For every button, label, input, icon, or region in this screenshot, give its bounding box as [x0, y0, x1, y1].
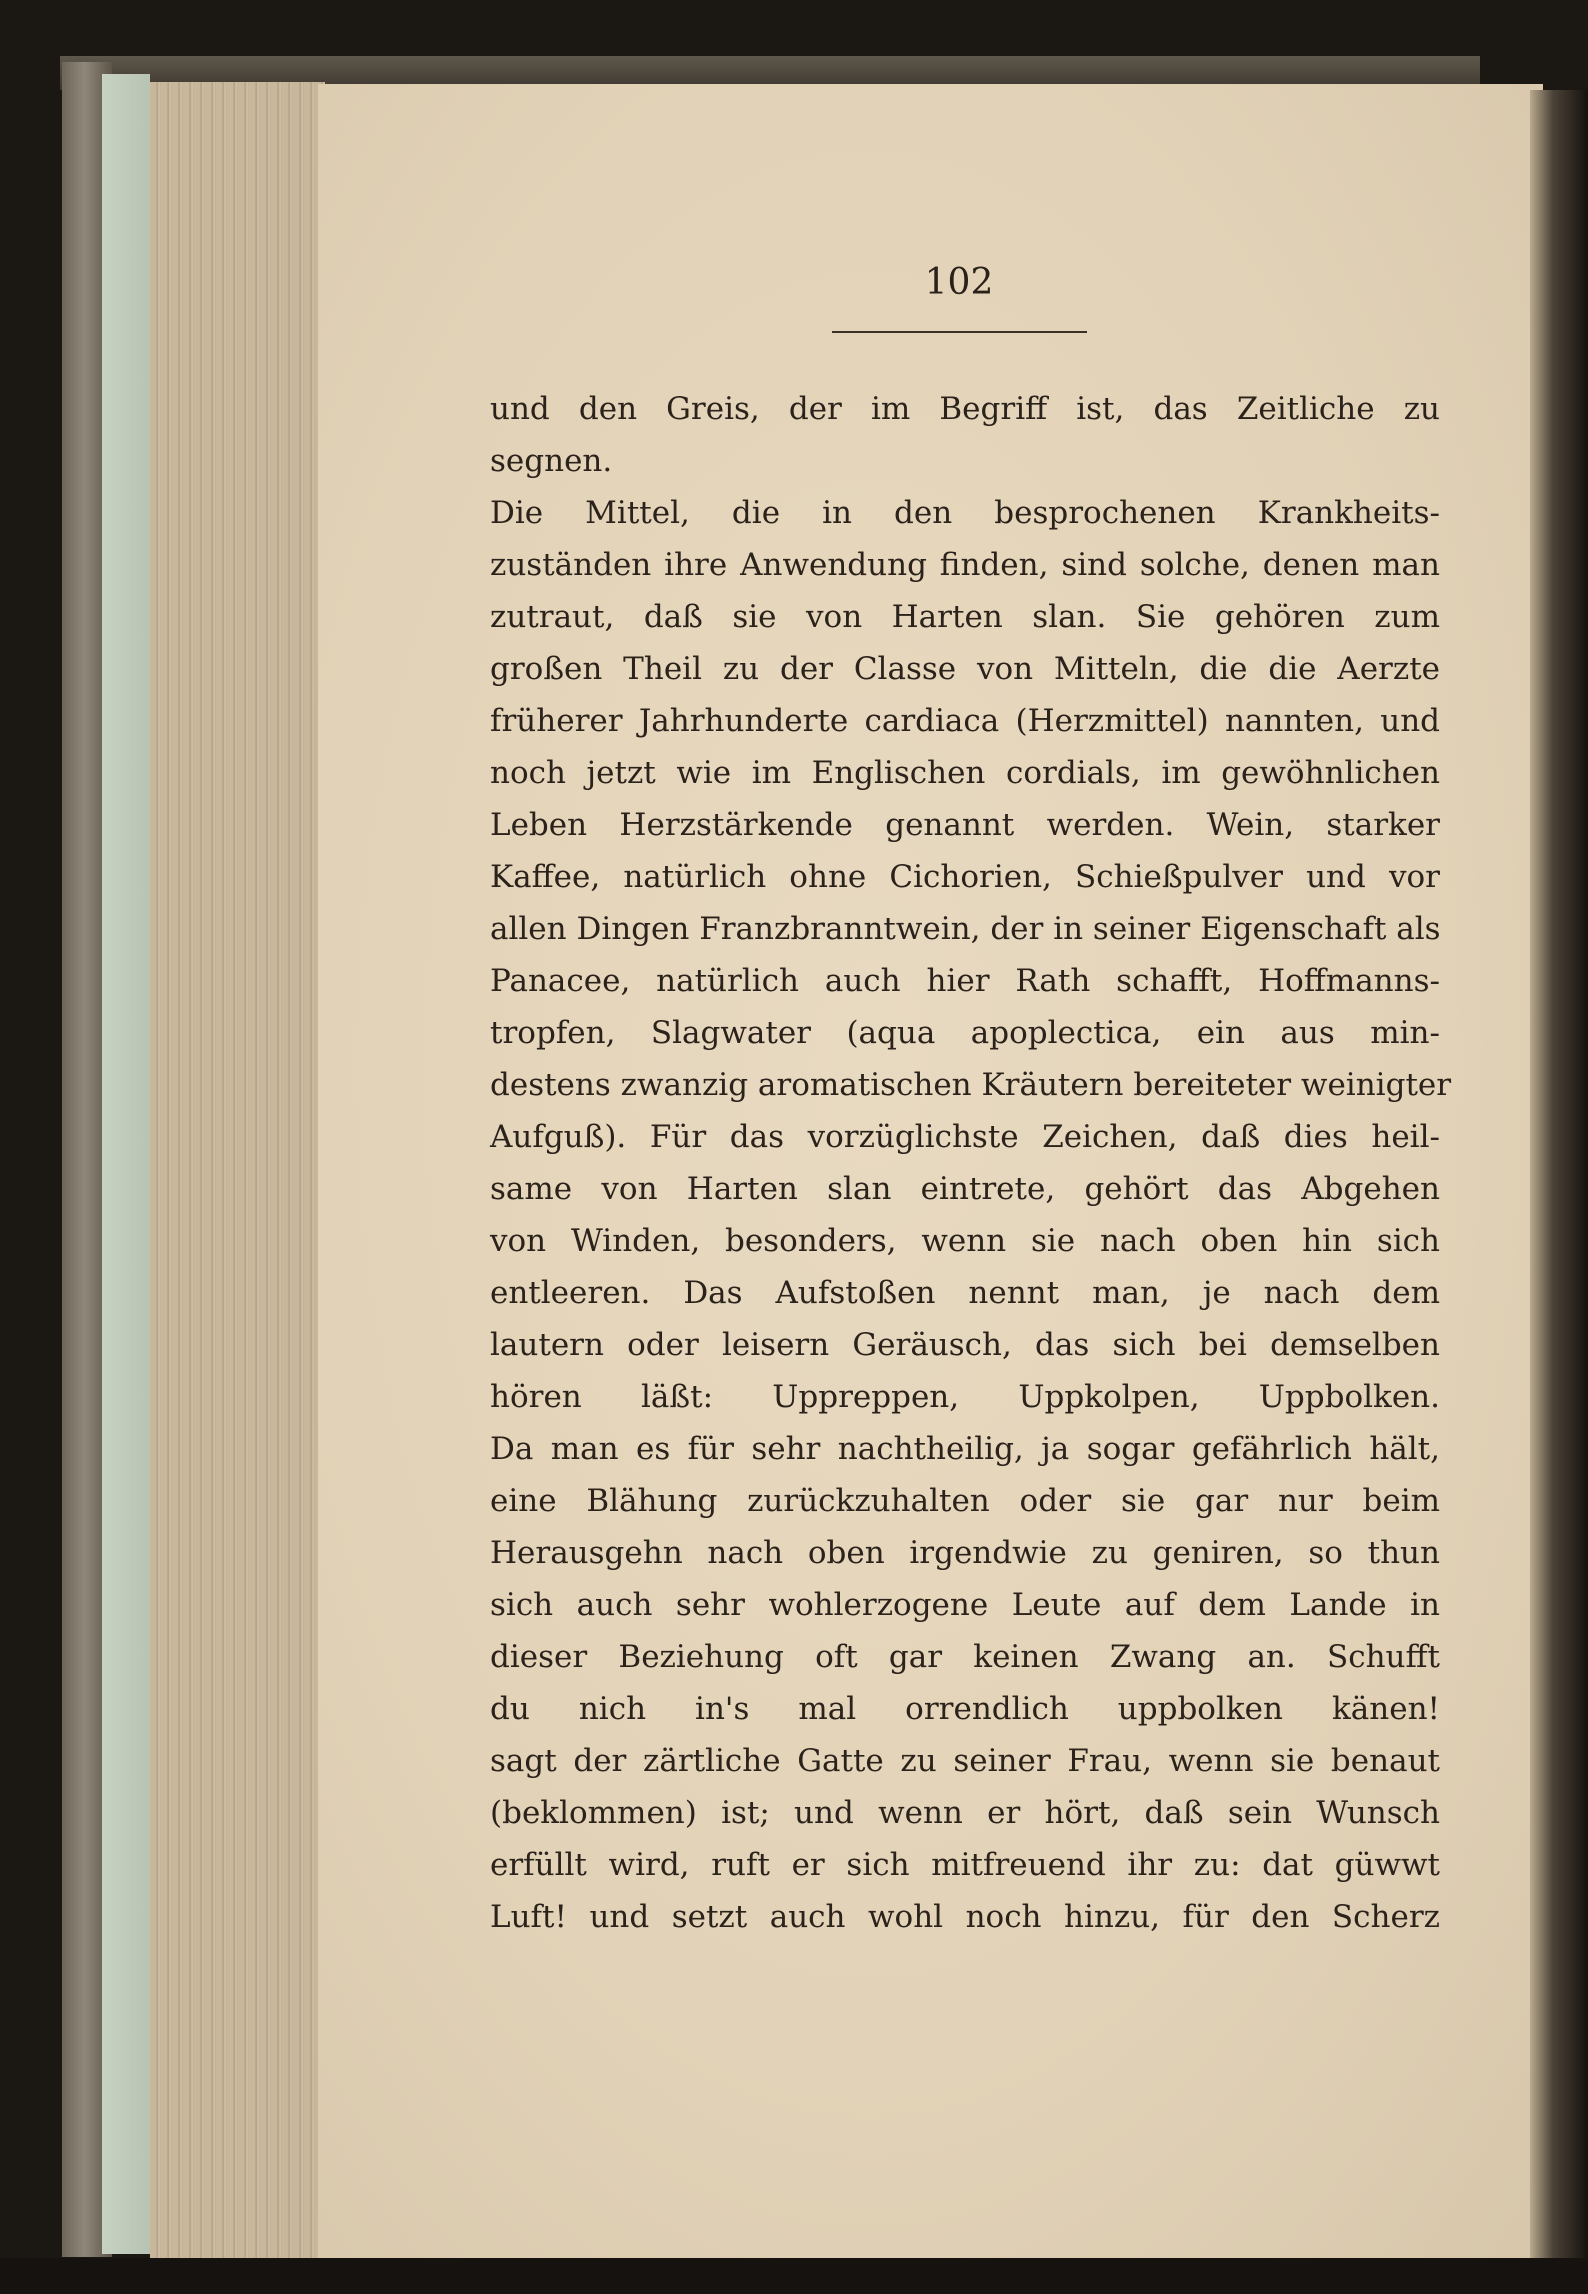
text-line: hören läßt: Uppreppen, Uppkolpen, Uppbolken.: [490, 1379, 1440, 1415]
text-line: Die Mittel, die in den besprochenen Krankheits-: [490, 495, 1440, 531]
text-line: Panacee, natürlich auch hier Rath schafft, Hoffmanns-: [490, 963, 1440, 999]
text-line: sagt der zärtliche Gatte zu seiner Frau, wenn sie benaut: [490, 1743, 1440, 1779]
text-line: und den Greis, der im Begriff ist, das Zeitliche zu: [490, 391, 1440, 427]
text-line: Leben Herzstärkende genannt werden. Wein, starker: [490, 807, 1440, 843]
scan-background-bottom: [0, 2258, 1588, 2294]
text-line: zutraut, daß sie von Harten slan. Sie gehören zum: [490, 599, 1440, 635]
text-line: noch jetzt wie im Englischen cordials, im gewöhnlichen: [490, 755, 1440, 791]
text-line: zuständen ihre Anwendung finden, sind solche, denen man: [490, 547, 1440, 583]
text-line: Aufguß). Für das vorzüglichste Zeichen, daß dies heil-: [490, 1119, 1440, 1155]
header-rule: [832, 331, 1087, 333]
text-line: (beklommen) ist; und wenn er hört, daß sein Wunsch: [490, 1795, 1440, 1831]
text-line: Luft! und setzt auch wohl noch hinzu, für den Scherz: [490, 1899, 1440, 1935]
text-line: entleeren. Das Aufstoßen nennt man, je nach dem: [490, 1275, 1440, 1311]
endpaper-strip: [102, 74, 150, 2254]
page-number: 102: [924, 262, 994, 303]
page-edges: [150, 82, 325, 2262]
gutter-shadow: [1530, 90, 1588, 2260]
text-line: Kaffee, natürlich ohne Cichorien, Schießpulver und vor: [490, 859, 1440, 895]
text-line: tropfen, Slagwater (aqua apoplectica, ein aus min-: [490, 1015, 1440, 1051]
text-line: erfüllt wird, ruft er sich mitfreuend ihr zu: dat güwwt: [490, 1847, 1440, 1883]
text-line: Herausgehn nach oben irgendwie zu geniren, so thun: [490, 1535, 1440, 1571]
text-line: eine Blähung zurückzuhalten oder sie gar nur beim: [490, 1483, 1440, 1519]
text-line: großen Theil zu der Classe von Mitteln, die die Aerzte: [490, 651, 1440, 687]
text-line: allen Dingen Franzbranntwein, der in seiner Eigenschaft als: [490, 911, 1441, 947]
text-line: segnen.: [490, 443, 613, 479]
text-line: Da man es für sehr nachtheilig, ja sogar gefährlich hält,: [490, 1431, 1440, 1467]
text-line: destens zwanzig aromatischen Kräutern bereiteter weinigter: [490, 1067, 1452, 1103]
text-line: früherer Jahrhunderte cardiaca (Herzmittel) nannten, und: [490, 703, 1440, 739]
text-line: sich auch sehr wohlerzogene Leute auf dem Lande in: [490, 1587, 1440, 1623]
text-line: same von Harten slan eintrete, gehört das Abgehen: [490, 1171, 1440, 1207]
text-line: von Winden, besonders, wenn sie nach oben hin sich: [490, 1223, 1440, 1259]
text-line: du nich in's mal orrendlich uppbolken känen!: [490, 1691, 1440, 1727]
text-line: lautern oder leisern Geräusch, das sich bei demselben: [490, 1327, 1440, 1363]
text-line: dieser Beziehung oft gar keinen Zwang an. Schufft: [490, 1639, 1440, 1675]
